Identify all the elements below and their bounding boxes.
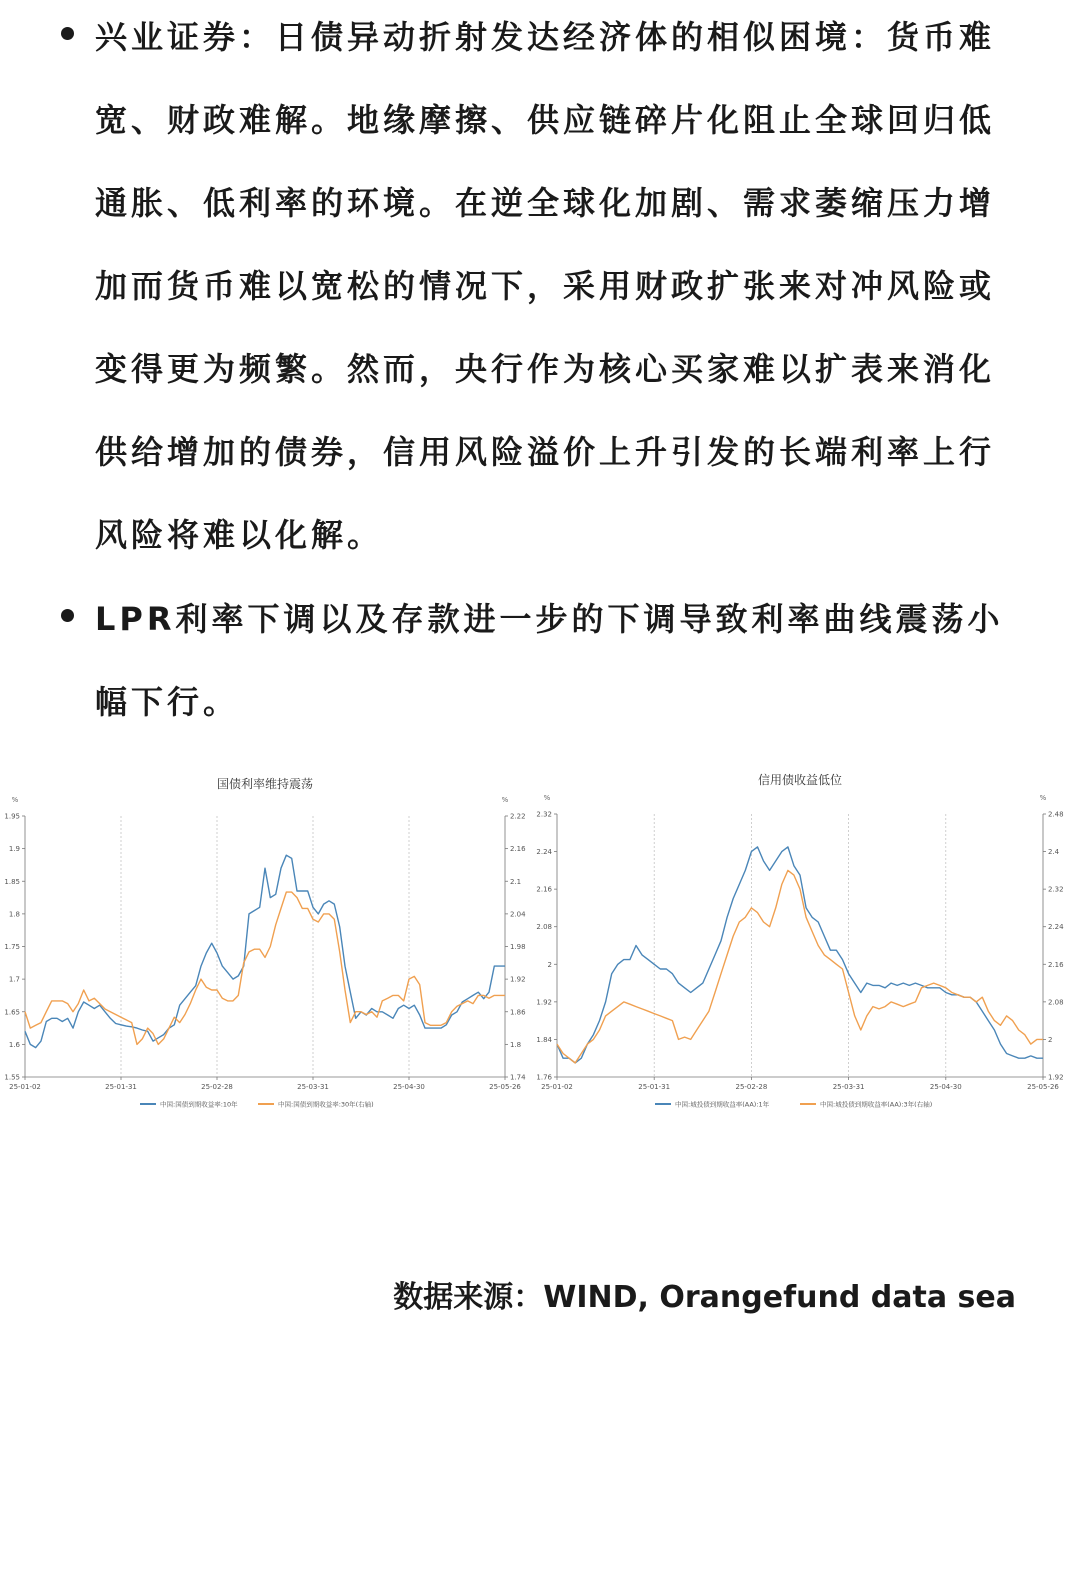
right-tick-label: 2.22 [510, 812, 526, 821]
legend-label-2: 中国:国债到期收益率:30年(右轴) [278, 1100, 374, 1109]
data-source-note: 数据来源：WIND, Orangefund data sea [393, 1280, 1016, 1315]
left-tick-label: 1.65 [4, 1008, 20, 1017]
left-tick-label: 1.55 [4, 1073, 20, 1082]
left-unit-label: % [543, 794, 551, 802]
right-tick-label: 2.16 [1048, 960, 1064, 969]
legend-label-1: 中国:城投债到期收益率(AA):1年 [675, 1100, 770, 1109]
right-tick-label: 2.1 [510, 877, 522, 886]
right-tick-label: 2.32 [1048, 885, 1064, 894]
chart-title: 信用债收益低位 [757, 773, 843, 787]
x-tick-label: 25-05-26 [489, 1083, 521, 1091]
x-tick-label: 25-03-31 [297, 1083, 329, 1091]
x-tick-label: 25-04-30 [393, 1083, 425, 1091]
chart-credit-svg [530, 760, 1080, 1120]
right-tick-label: 2.04 [510, 910, 526, 919]
right-tick-label: 2 [1048, 1035, 1053, 1044]
chart-treasury-yields [0, 760, 530, 1120]
bullet-item-2 [95, 578, 1020, 744]
left-unit-label: % [11, 796, 19, 804]
right-tick-label: 1.92 [1048, 1073, 1064, 1082]
x-tick-label: 25-01-02 [9, 1083, 41, 1091]
right-tick-label: 2.4 [1048, 848, 1060, 857]
right-tick-label: 2.24 [1048, 923, 1064, 932]
x-tick-label: 25-04-30 [929, 1083, 962, 1091]
right-tick-label: 2.16 [510, 845, 526, 854]
bullet-text: 兴业证券：日债异动折射发达经济体的相似困境：货币难宽、财政难解。地缘摩擦、供应链碎片化阻止全球回归低通胀、低利率的环境。在逆全球化加剧、需求萎缩压力增加而货币难以宽松的情况下，采用财政扩张来对冲风险或变得更为频繁。然而，央行作为核心买家难以扩表来消化供给增加的债券，信用风险溢价上升引发的长端利率上行风险将难以化解。 [95, 18, 996, 554]
left-tick-label: 2.08 [536, 923, 552, 932]
series-line-1 [25, 855, 505, 1047]
bullet-text: LPR利率下调以及存款进一步的下调导致利率曲线震荡小幅下行。 [95, 600, 1004, 721]
x-tick-label: 25-03-31 [832, 1083, 865, 1091]
x-tick-label: 25-01-02 [541, 1083, 573, 1091]
x-tick-label: 25-05-26 [1027, 1083, 1059, 1091]
left-tick-label: 1.75 [4, 943, 20, 951]
x-tick-label: 25-01-31 [105, 1083, 137, 1091]
right-tick-label: 1.98 [510, 943, 526, 951]
bullet-item-1 [95, 0, 1020, 577]
legend-label-2: 中国:城投债到期收益率(AA):3年(右轴) [820, 1100, 933, 1109]
left-tick-label: 1.7 [8, 975, 20, 984]
left-tick-label: 1.76 [536, 1073, 552, 1082]
bullet-dot-icon [61, 609, 74, 622]
x-tick-label: 25-01-31 [638, 1083, 671, 1091]
chart-treasury-svg [0, 760, 530, 1120]
right-tick-label: 2.48 [1048, 810, 1064, 819]
right-tick-label: 1.8 [510, 1040, 522, 1049]
right-tick-label: 1.86 [510, 1008, 526, 1017]
left-tick-label: 1.85 [4, 877, 20, 886]
left-tick-label: 1.8 [8, 910, 20, 919]
left-tick-label: 1.6 [8, 1040, 20, 1049]
left-tick-label: 2.24 [536, 848, 552, 857]
right-tick-label: 2.08 [1048, 998, 1064, 1007]
left-tick-label: 2.32 [536, 810, 552, 819]
left-tick-label: 1.84 [536, 1035, 552, 1044]
x-tick-label: 25-02-28 [735, 1083, 768, 1091]
left-tick-label: 2.16 [536, 885, 552, 894]
series-line-2 [557, 870, 1043, 1063]
chart-title: 国债利率维持震荡 [216, 777, 314, 791]
chart-credit-yields [530, 760, 1080, 1120]
x-tick-label: 25-02-28 [201, 1083, 233, 1091]
series-line-1 [557, 847, 1043, 1063]
right-tick-label: 1.74 [510, 1073, 526, 1082]
right-unit-label: % [1039, 794, 1047, 802]
left-tick-label: 1.95 [4, 812, 20, 821]
right-tick-label: 1.92 [510, 975, 526, 984]
legend-label-1: 中国:国债到期收益率:10年 [160, 1100, 238, 1109]
left-tick-label: 1.9 [8, 845, 20, 854]
series-line-2 [25, 892, 505, 1044]
left-tick-label: 2 [547, 960, 552, 969]
left-tick-label: 1.92 [536, 998, 552, 1007]
bullet-dot-icon [61, 27, 74, 40]
right-unit-label: % [501, 796, 509, 804]
